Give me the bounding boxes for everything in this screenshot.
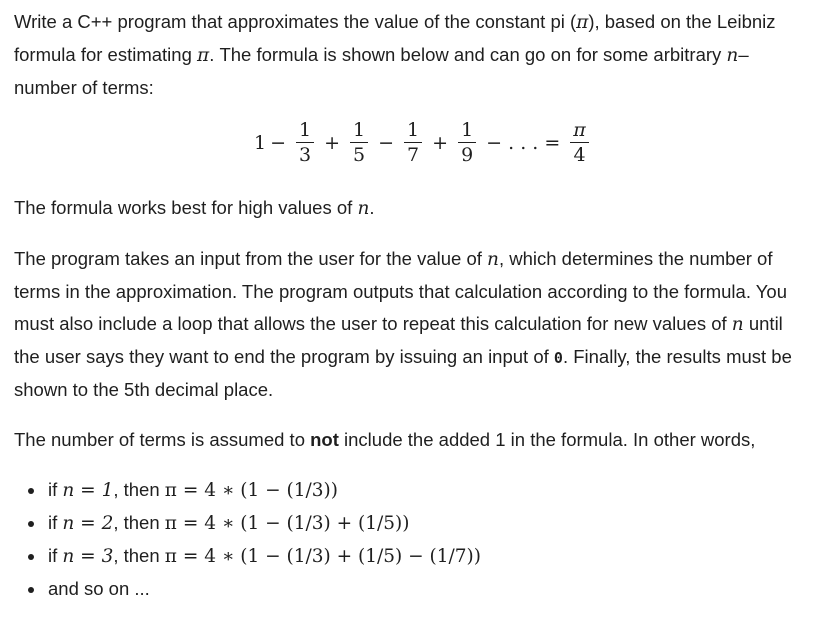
n-symbol: n [357,198,370,219]
expression-math: π = 4 ∗ (1 − (1/3)) [164,480,338,501]
fraction-1-9: $\frac{1}{9}$ [458,118,476,167]
document-body [14,6,806,605]
formula-plus: + [324,131,341,154]
n-symbol: n [726,45,739,66]
pi-symbol: π [576,12,589,33]
condition-math: n = 1 [62,480,114,501]
fraction-1-3: $\frac{1}{3}$ [296,118,314,167]
condition-math: n = 2 [62,513,114,534]
paragraph-number-of-terms: The number of terms is assumed to not include the added 1 in the formula. In other words, [14,429,756,450]
paragraph-high-n: The formula works best for high values of n. [14,197,375,219]
intro-paragraph [14,6,806,104]
formula-minus: − [378,131,395,154]
list-item: if n = 1, then π = 4 ∗ (1 − (1/3)) [14,474,806,507]
leibniz-formula [14,110,806,184]
list-item: if n = 3, then π = 4 ∗ (1 − (1/3) + (1/5) − (1/7)) [14,540,806,573]
formula-plus: + [432,131,449,154]
n-symbol: n [731,314,744,335]
condition-math: n = 3 [62,546,114,567]
fraction-pi-4: $\frac{\pi}{4}$ [570,118,589,167]
formula-ellipsis-equals: − . . . = [486,131,561,154]
fraction-1-7: $\frac{1}{7}$ [404,118,422,167]
list-item: if n = 2, then π = 4 ∗ (1 − (1/3) + (1/5)) [14,507,806,540]
list-item: and so on ... [14,573,806,605]
pi-symbol: π [197,45,210,66]
intro-text-2: ), based on the Leibniz formula for estimating [14,11,776,65]
n-symbol: n [487,249,499,270]
intro-text-4: –number of terms: [14,44,749,98]
examples-list [14,474,806,605]
bold-not: not [310,429,339,450]
expression-math: π = 4 ∗ (1 − (1/3) + (1/5) − (1/7)) [164,546,481,567]
intro-text-1: Write a C++ program that approximates the value of the constant pi ( [14,11,577,32]
formula-one: 1 [254,131,267,154]
intro-text-3: . The formula is shown below and can go on for some arbitrary [209,44,727,65]
expression-math: π = 4 ∗ (1 − (1/3) + (1/5)) [164,513,410,534]
fraction-1-5: $\frac{1}{5}$ [350,118,368,167]
formula-minus: − [270,131,287,154]
inline-code-zero: 0 [553,349,563,367]
paragraph-program-description: The program takes an input from the user for the value of n, which determines the number of terms in the approximation. The program outputs that calculation according to the formula. You must also include a loop that allows the user to repeat this calculation for new values of n until the user says they want to end the program by issuing an input of 0. Finally, the results must be shown to the 5th decimal place. [14,248,792,400]
